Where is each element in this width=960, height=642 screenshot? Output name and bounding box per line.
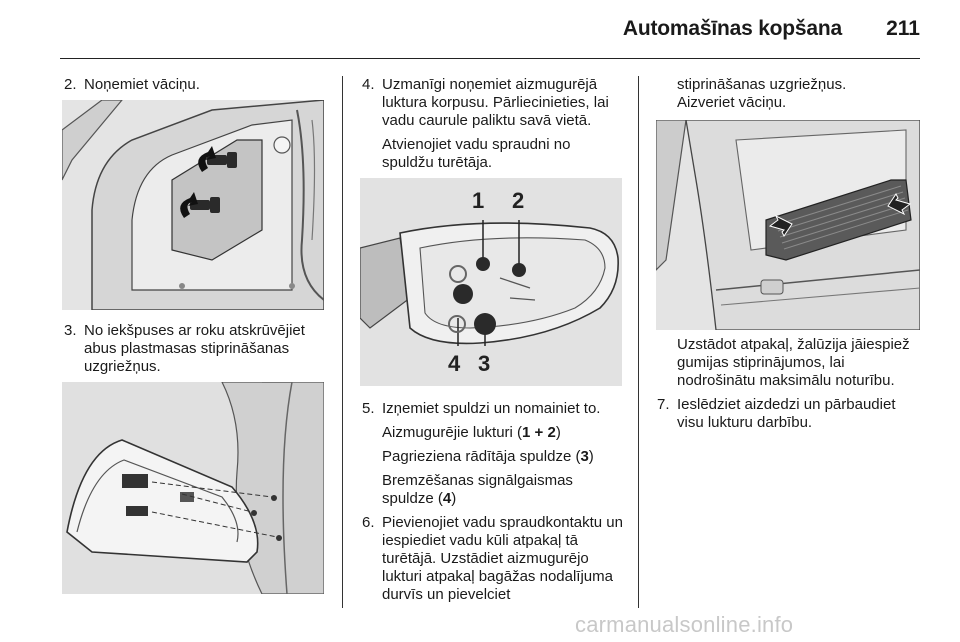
step-4-text: Uzmanīgi noņemiet aizmugurējā luktura korpusu. Pārliecinieties, lai vadu caurule paliktu savā vietā.	[382, 76, 609, 129]
step-2-text: Noņemiet vāciņu.	[84, 76, 200, 93]
step-6-continued: stiprināšanas uzgriežņus. Aizveriet vāciņu.	[677, 76, 847, 111]
figure-nut-removal	[62, 382, 324, 594]
step-7-text: Ieslēdziet aizdedzi un pārbaudiet visu lukturu darbību.	[677, 396, 896, 431]
column-divider-2	[638, 76, 639, 608]
step-3	[62, 322, 326, 376]
column-1-lower	[62, 322, 326, 376]
figure-cover-removal	[62, 100, 324, 310]
step-7	[655, 396, 922, 432]
step-5-text: Izņemiet spuldzi un nomainiet to.	[382, 400, 601, 417]
figure-label-4: 4	[448, 351, 461, 376]
step-3-text: No iekšpuses ar roku atskrūvējiet abus plastmasas stiprināšanas uzgriežņus.	[84, 322, 305, 375]
figure-label-3: 3	[478, 351, 491, 376]
watermark: carmanualsonline.info	[575, 612, 794, 637]
column-1	[62, 76, 326, 94]
step-4	[360, 76, 625, 130]
step-6-number: 6.	[362, 514, 375, 531]
step-5-number: 5.	[362, 400, 375, 417]
figure-label-2: 2	[512, 188, 525, 213]
column-2-lower	[360, 400, 625, 604]
step-3-number: 3.	[64, 322, 77, 339]
step-5-turn-signal: Pagrieziena rādītāja spuldze (3)	[382, 448, 594, 465]
page-number: 211	[886, 17, 920, 40]
step-4-subtext: Atvienojiet vadu spraudni no spuldžu turētāja.	[382, 136, 571, 171]
figure-cover-install	[656, 120, 920, 330]
column-divider-1	[342, 76, 343, 608]
step-2	[62, 76, 326, 94]
step-6	[360, 514, 625, 604]
step-6-text: Pievienojiet vadu spraudkontaktu un iespiediet vadu kūli atpakaļ tā turētājā. Uzstādiet aizmugurējo lukturi atpakaļ bagāžas nodalījuma durvīs un pievelciet	[382, 514, 623, 603]
column-3	[655, 76, 922, 112]
step-4-number: 4.	[362, 76, 375, 93]
column-2	[360, 76, 625, 172]
step-5-rear-lamps: Aizmugurējie lukturi (1 + 2)	[382, 424, 561, 441]
step-5	[360, 400, 625, 418]
page-header	[60, 0, 920, 59]
page-title: Automašīnas kopšana	[622, 17, 842, 40]
step-7-number: 7.	[657, 396, 670, 413]
step-5-brake-lamp: Bremzēšanas signālgaismas spuldze (4)	[382, 472, 573, 507]
figure-tail-lamp-bulbs	[360, 178, 622, 386]
column-3-lower	[655, 336, 922, 432]
step-2-number: 2.	[64, 76, 77, 93]
reinstall-note: Uzstādot atpakaļ, žalūzija jāiespiež gumijas stiprinājumos, lai nodrošinātu maksimālu noturību.	[677, 336, 910, 389]
figure-label-1: 1	[472, 188, 485, 213]
